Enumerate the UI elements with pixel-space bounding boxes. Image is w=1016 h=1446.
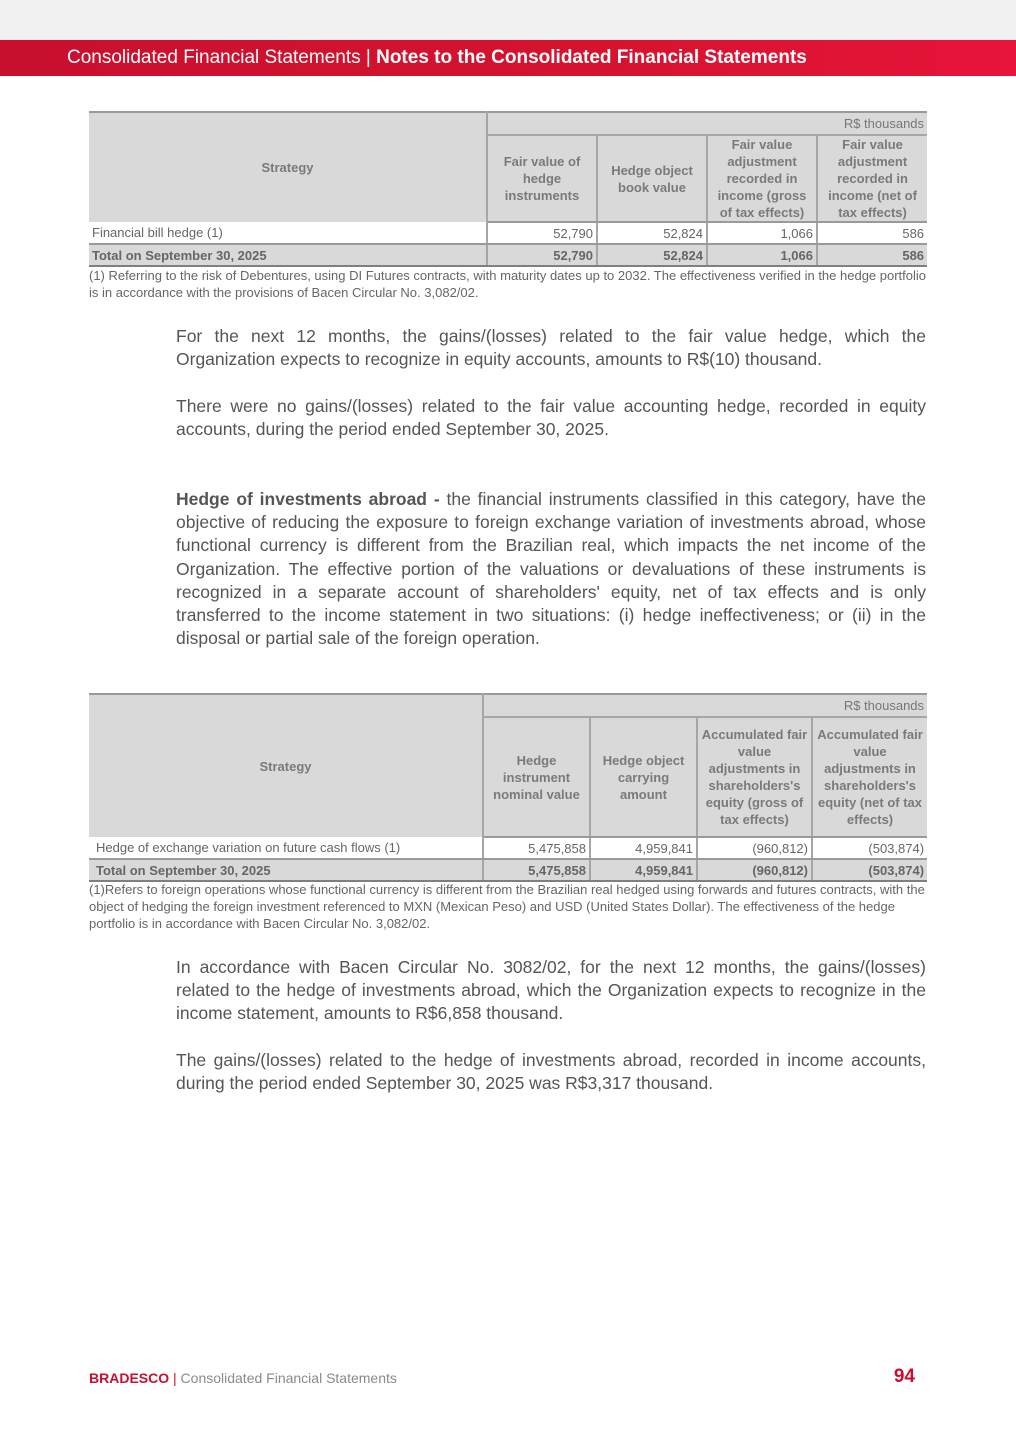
header-title-section: Consolidated Financial Statements | (67, 47, 371, 68)
col-header-carrying-amount: Hedge object carrying amount (590, 717, 697, 837)
strategy-header: Strategy (89, 694, 483, 837)
table-row (89, 222, 927, 244)
paragraph-hedge-investments-abroad (176, 488, 926, 650)
paragraph-bold-lead: Hedge of investments abroad - (176, 489, 440, 509)
top-margin (0, 0, 1016, 40)
cell-value: (960,812) (697, 837, 812, 859)
footer-separator: | (173, 1370, 177, 1386)
row-label: Financial bill hedge (1) (89, 222, 487, 244)
paragraph-bacen-expectation: In accordance with Bacen Circular No. 3082/02, for the next 12 months, the gains/(losses) related to the hedge of investments abroad, which the Organization expects to recognize in the income statement, amounts to R$6,858 thousand. (176, 957, 926, 1024)
total-value: 586 (817, 244, 927, 266)
cell-value: 586 (817, 222, 927, 244)
col-header-fair-value-hedge: Fair value of hedge instruments (487, 135, 597, 222)
row-label: Hedge of exchange variation on future cash flows (1) (89, 837, 483, 859)
total-value: (960,812) (697, 859, 812, 881)
col-header-adjustment-gross: Fair value adjustment recorded in income (gross of tax effects) (707, 135, 817, 222)
total-row (89, 244, 927, 266)
total-label: Total on September 30, 2025 (89, 859, 483, 881)
page-number: 94 (893, 1366, 915, 1387)
cell-value: 52,790 (487, 222, 597, 244)
footer-brand: BRADESCO (89, 1370, 170, 1386)
total-value: 1,066 (707, 244, 817, 266)
header-banner (0, 40, 1016, 76)
footer (89, 1370, 397, 1386)
cell-value: 52,824 (597, 222, 707, 244)
paragraph-gains-losses-recorded: The gains/(losses) related to the hedge of investments abroad, recorded in income accounts, during the period ended September 30, 2025 was R$3,317 thousand. (176, 1050, 926, 1094)
col-header-accumulated-gross: Accumulated fair value adjustments in shareholders's equity (gross of tax effects) (697, 717, 812, 837)
footer-text: Consolidated Financial Statements (180, 1370, 397, 1386)
unit-label: R$ thousands (483, 694, 927, 717)
col-header-adjustment-net: Fair value adjustment recorded in income (net of tax effects) (817, 135, 927, 222)
cell-value: 4,959,841 (590, 837, 697, 859)
paragraph-fair-value-hedge-expectation: For the next 12 months, the gains/(losses) related to the fair value hedge, which the Organization expects to recognize in equity accounts, amounts to R$(10) thousand. (176, 326, 926, 370)
header-title-subsection: Notes to the Consolidated Financial Statements (376, 47, 807, 68)
total-value: 52,790 (487, 244, 597, 266)
strategy-header: Strategy (89, 112, 487, 222)
unit-label: R$ thousands (487, 112, 927, 135)
total-label: Total on September 30, 2025 (89, 244, 487, 266)
col-header-accumulated-net: Accumulated fair value adjustments in shareholders's equity (net of tax effects) (812, 717, 927, 837)
total-value: (503,874) (812, 859, 927, 881)
total-value: 52,824 (597, 244, 707, 266)
col-header-hedge-object-book-value: Hedge object book value (597, 135, 707, 222)
table-row (89, 837, 927, 859)
paragraph-no-gains-losses: There were no gains/(losses) related to the fair value accounting hedge, recorded in equity accounts, during the period ended September 30, 2025. (176, 396, 926, 440)
table2-footnote: (1)Refers to foreign operations whose functional currency is different from the Brazilian real hedged using forwards and futures contracts, with the object of hedging the foreign investment referenced to MXN (Mexican Peso) and USD (United States Dollar). The effectiveness of the hedge portfolio is in accordance with Bacen Circular No. 3,082/02. (89, 882, 925, 931)
cell-value: (503,874) (812, 837, 927, 859)
total-row (89, 859, 927, 881)
paragraph-body: the financial instruments classified in this category, have the objective of reducing the exposure to foreign exchange variation of investments abroad, whose functional currency is different from the Brazilian real, which impacts the net income of the Organization. The effective portion of the valuations or devaluations of these instruments is recognized in a separate account of shareholders' equity, net of tax effects and is only transferred to the income statement in two situations: (i) hedge ineffectiveness; or (ii) in the disposal or partial sale of the foreign operation. (176, 489, 926, 649)
cell-value: 1,066 (707, 222, 817, 244)
total-value: 4,959,841 (590, 859, 697, 881)
col-header-nominal-value: Hedge instrument nominal value (483, 717, 590, 837)
cell-value: 5,475,858 (483, 837, 590, 859)
total-value: 5,475,858 (483, 859, 590, 881)
table1-footnote: (1) Referring to the risk of Debentures, using DI Futures contracts, with maturity dates up to 2032. The effectiveness verified in the hedge portfolio is in accordance with the provisions of Bacen Circular No. 3,082/02. (89, 268, 927, 300)
fair-value-hedge-table (89, 111, 927, 267)
investment-abroad-hedge-table (89, 693, 927, 882)
